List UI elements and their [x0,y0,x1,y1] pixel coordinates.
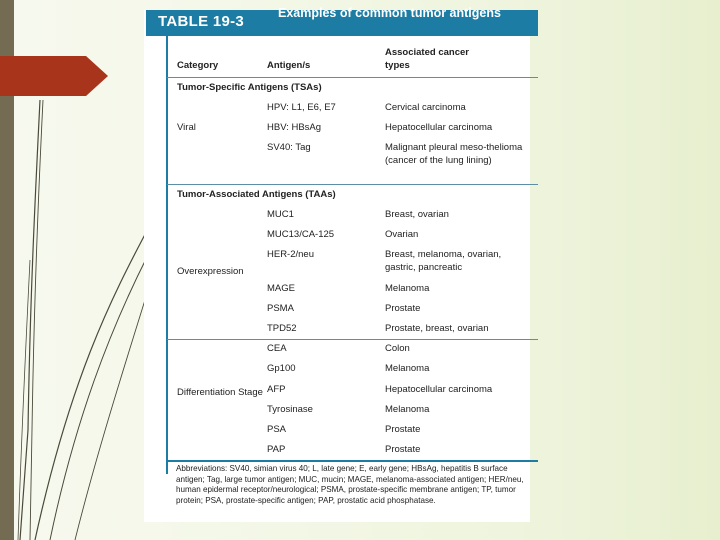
table-row-antigen: TPD52 [267,323,297,334]
table-row-cancer: Breast, ovarian [385,209,449,220]
divider [167,339,538,340]
table-row-antigen: SV40: Tag [267,142,311,153]
table-row-antigen: CEA [267,343,287,354]
table-row-cancer: Hepatocellular carcinoma [385,384,493,395]
table-row-antigen: Tyrosinase [267,404,313,415]
section-title-tsa: Tumor-Specific Antigens (TSAs) [177,82,322,93]
table-row-cancer: Breast, melanoma, ovarian, gastric, pancreatic [385,249,502,273]
divider [167,460,538,462]
table-row-antigen: HPV: L1, E6, E7 [267,102,336,113]
table-row-cancer: Prostate [385,444,421,455]
table-row-cancer: Malignant pleural meso-thelioma (cancer of the lung lining) [385,142,523,166]
table-header-bar [146,6,538,36]
column-header-antigen: Antigen/s [267,60,311,71]
table-row-cancer: Melanoma [385,363,430,374]
table-title: Examples of common tumor antigens [278,6,501,20]
category-differentiation: Differentiation Stage [177,387,263,398]
category-viral: Viral [177,122,196,133]
column-header-category: Category [177,60,219,71]
table-row-antigen: MUC13/CA-125 [267,229,335,240]
table-document [144,6,530,522]
table-row-antigen: MUC1 [267,209,294,220]
category-overexpression: Overexpression [177,266,244,277]
section-title-taa: Tumor-Associated Antigens (TAAs) [177,189,336,200]
table-row-cancer: Colon [385,343,410,354]
table-label: TABLE 19-3 [158,13,245,30]
divider [167,184,538,185]
table-row-cancer: Ovarian [385,229,419,240]
table-row-cancer: Prostate [385,424,421,435]
table-row-antigen: Gp100 [267,363,296,374]
table-row-cancer: Hepatocellular carcinoma [385,122,493,133]
table-footnote: Abbreviations: SV40, simian virus 40; L, late gene; E, early gene; HBsAg, hepatitis B surface antigen; Tag, large tumor antigen; MUC, mucin; MAGE, melanoma-associated antigen; HER/neu, human epidermal receptor/neurological; PSMA, prostate-specific membrane antigen; TP, tumor protein; PSA, prostate-specific antigen; PAP, prostatic acid phosphatase. [176,464,524,505]
table-row-antigen: HER-2/neu [267,249,314,260]
divider [167,77,538,78]
table-row-antigen: PSMA [267,303,294,314]
table-row-antigen: MAGE [267,283,295,294]
table-row-cancer: Melanoma [385,404,430,415]
arrow-shape-icon [0,56,108,96]
table-row-cancer: Prostate, breast, ovarian [385,323,489,334]
left-rule [166,36,168,474]
table-row-antigen: PAP [267,444,286,455]
table-row-antigen: PSA [267,424,287,435]
column-header-cancer: Associated cancer types [385,47,469,71]
table-row-cancer: Melanoma [385,283,430,294]
table-row-cancer: Cervical carcinoma [385,102,466,113]
table-row-antigen: AFP [267,384,286,395]
table-row-antigen: HBV: HBsAg [267,122,322,133]
table-row-cancer: Prostate [385,303,421,314]
